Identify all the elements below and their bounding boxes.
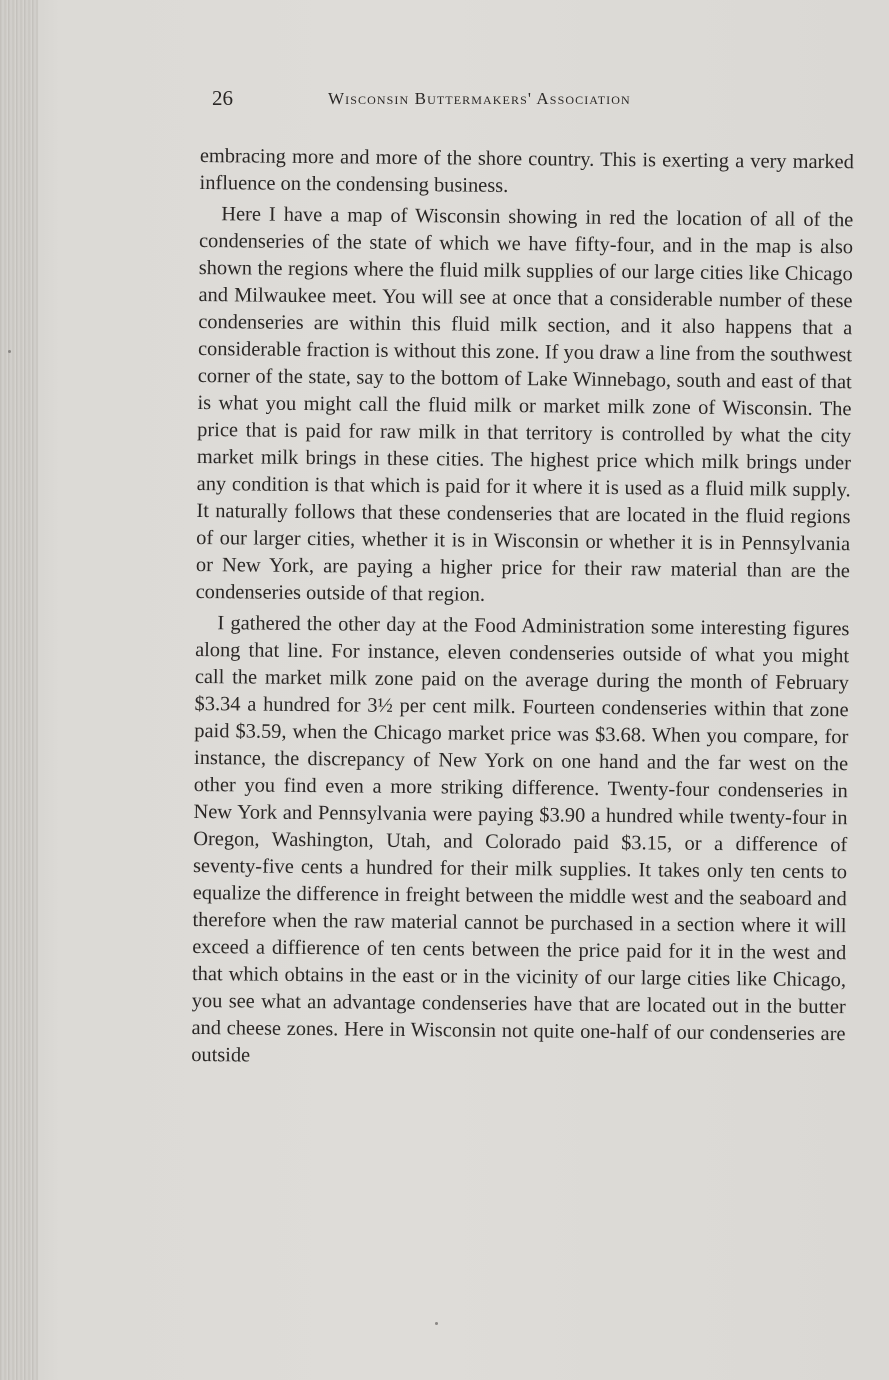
body-text [191, 143, 854, 1075]
paragraph-food-administration-figures: I gathered the other day at the Food Administration some interesting figures along that line. For instance, eleven condenseries outside of what you might call the market milk zone paid on the average during the month of February $3.34 a hundred for 3½ per cent milk. Fourteen condenseries within that zone paid $3.59, when the Chicago market price was $3.68. When you compare, for instance, the discrepancy of New York on one hand and the far west on the other you find even a more striking difference. Twenty-four condenseries in New York and Pennsylvania were paying $3.90 a hundred while twenty-four in Oregon, Washington, Utah, and Colorado paid $3.15, or a difference of seventy-five cents a hundred for their milk supplies. It takes only ten cents to equalize the difference in freight between the middle west and the seaboard and therefore when the raw material cannot be purchased in a section where it will exceed a diffierence of ten cents between the price paid for it in the west and that which obtains in the east or in the vicinity of our large cities like Chicago, you see what an advantage condenseries have that are located out in the butter and cheese zones. Here in Wisconsin not quite one-half of our condenseries are outside [191, 612, 850, 1067]
paragraph-continuation: embracing more and more of the shore country. This is exerting a very marked influence on the condensing business. [199, 144, 854, 197]
paper-speck [435, 1322, 438, 1325]
page-number: 26 [212, 86, 233, 110]
paragraph-condenseries-map: Here I have a map of Wisconsin showing in red the location of all of the condenseries of the state of which we have fifty-four, and in the map is also shown the regions where the fluid milk supplies of our large cities like Chicago and Milwaukee meet. You will see at once that a considerable number of these condenseries are within this fluid milk section, and it also happens that a considerable fraction is without this zone. If you draw a line from the southwest corner of the state, say to the bottom of Lake Winnebago, south and east of that is what you might call the fluid milk or market milk zone of Wisconsin. The price that is paid for raw milk in that territory is controlled by what the city market milk brings in these cities. The highest price which milk brings under any condition is that which is paid for it where it is used as a fluid milk supply. It naturally follows that these condenseries that are located in the fluid regions of our larger cities, whether it is in Wisconsin or whether it is in Pennsylvania or New York, are paying a higher price for their raw material than are the condenseries outside of that region. [195, 203, 854, 606]
paper-speck [8, 350, 11, 353]
book-binding-edge [0, 0, 38, 1380]
page-header [212, 86, 852, 116]
running-title: Wisconsin Buttermakers' Association [328, 89, 631, 108]
